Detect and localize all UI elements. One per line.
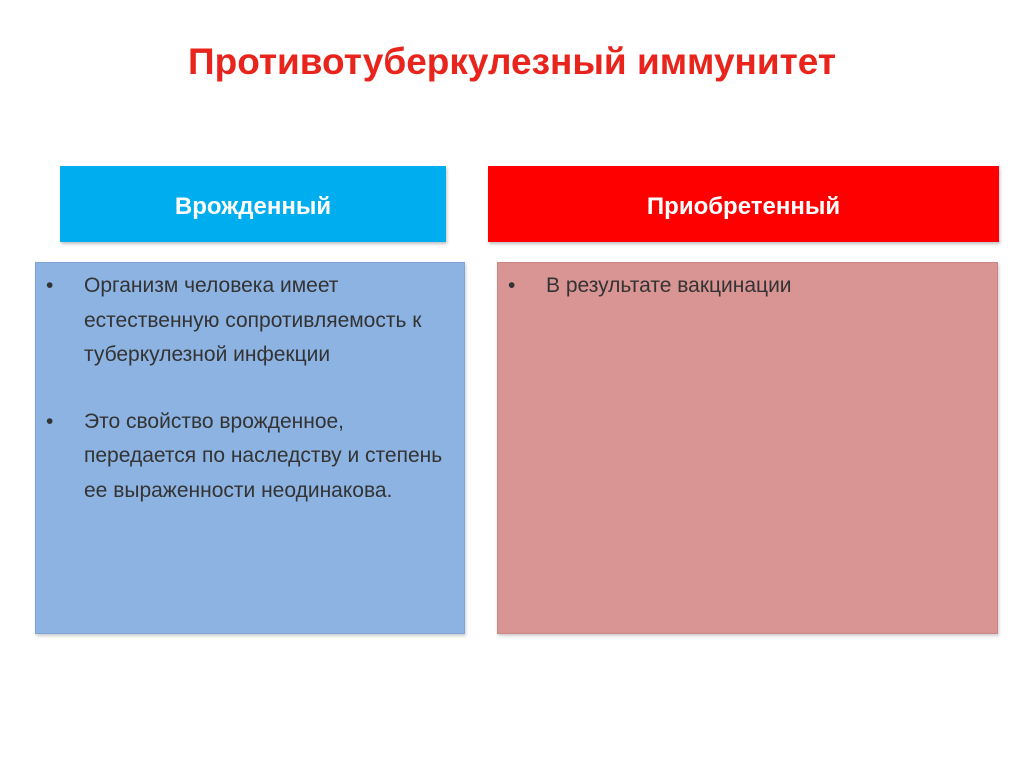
slide-title: Противотуберкулезный иммунитет [188, 41, 836, 82]
bullet-text: Организм человека имеет естественную сопротивляемость к туберкулезной инфекции [84, 274, 422, 366]
bullet-marker: • [46, 274, 54, 297]
bullet-marker: • [46, 409, 54, 433]
acquired-content-box [497, 262, 998, 634]
innate-content-box [35, 262, 465, 634]
acquired-bullet-list [508, 269, 976, 304]
acquired-header-label: Приобретенный [646, 193, 841, 220]
bullet-text: Это свойство врожденное, передается по наследству и степень ее выраженности неодинакова. [84, 409, 443, 502]
innate-header-label: Врожденный [174, 193, 332, 220]
bullet-marker: • [508, 274, 516, 297]
acquired-header-box [488, 166, 999, 242]
innate-bullet-list [46, 269, 456, 508]
bullet-text: В результате вакцинации [546, 274, 792, 297]
list-item [508, 269, 976, 304]
list-item [46, 405, 456, 509]
list-item [46, 269, 456, 373]
innate-header-box [60, 166, 446, 242]
